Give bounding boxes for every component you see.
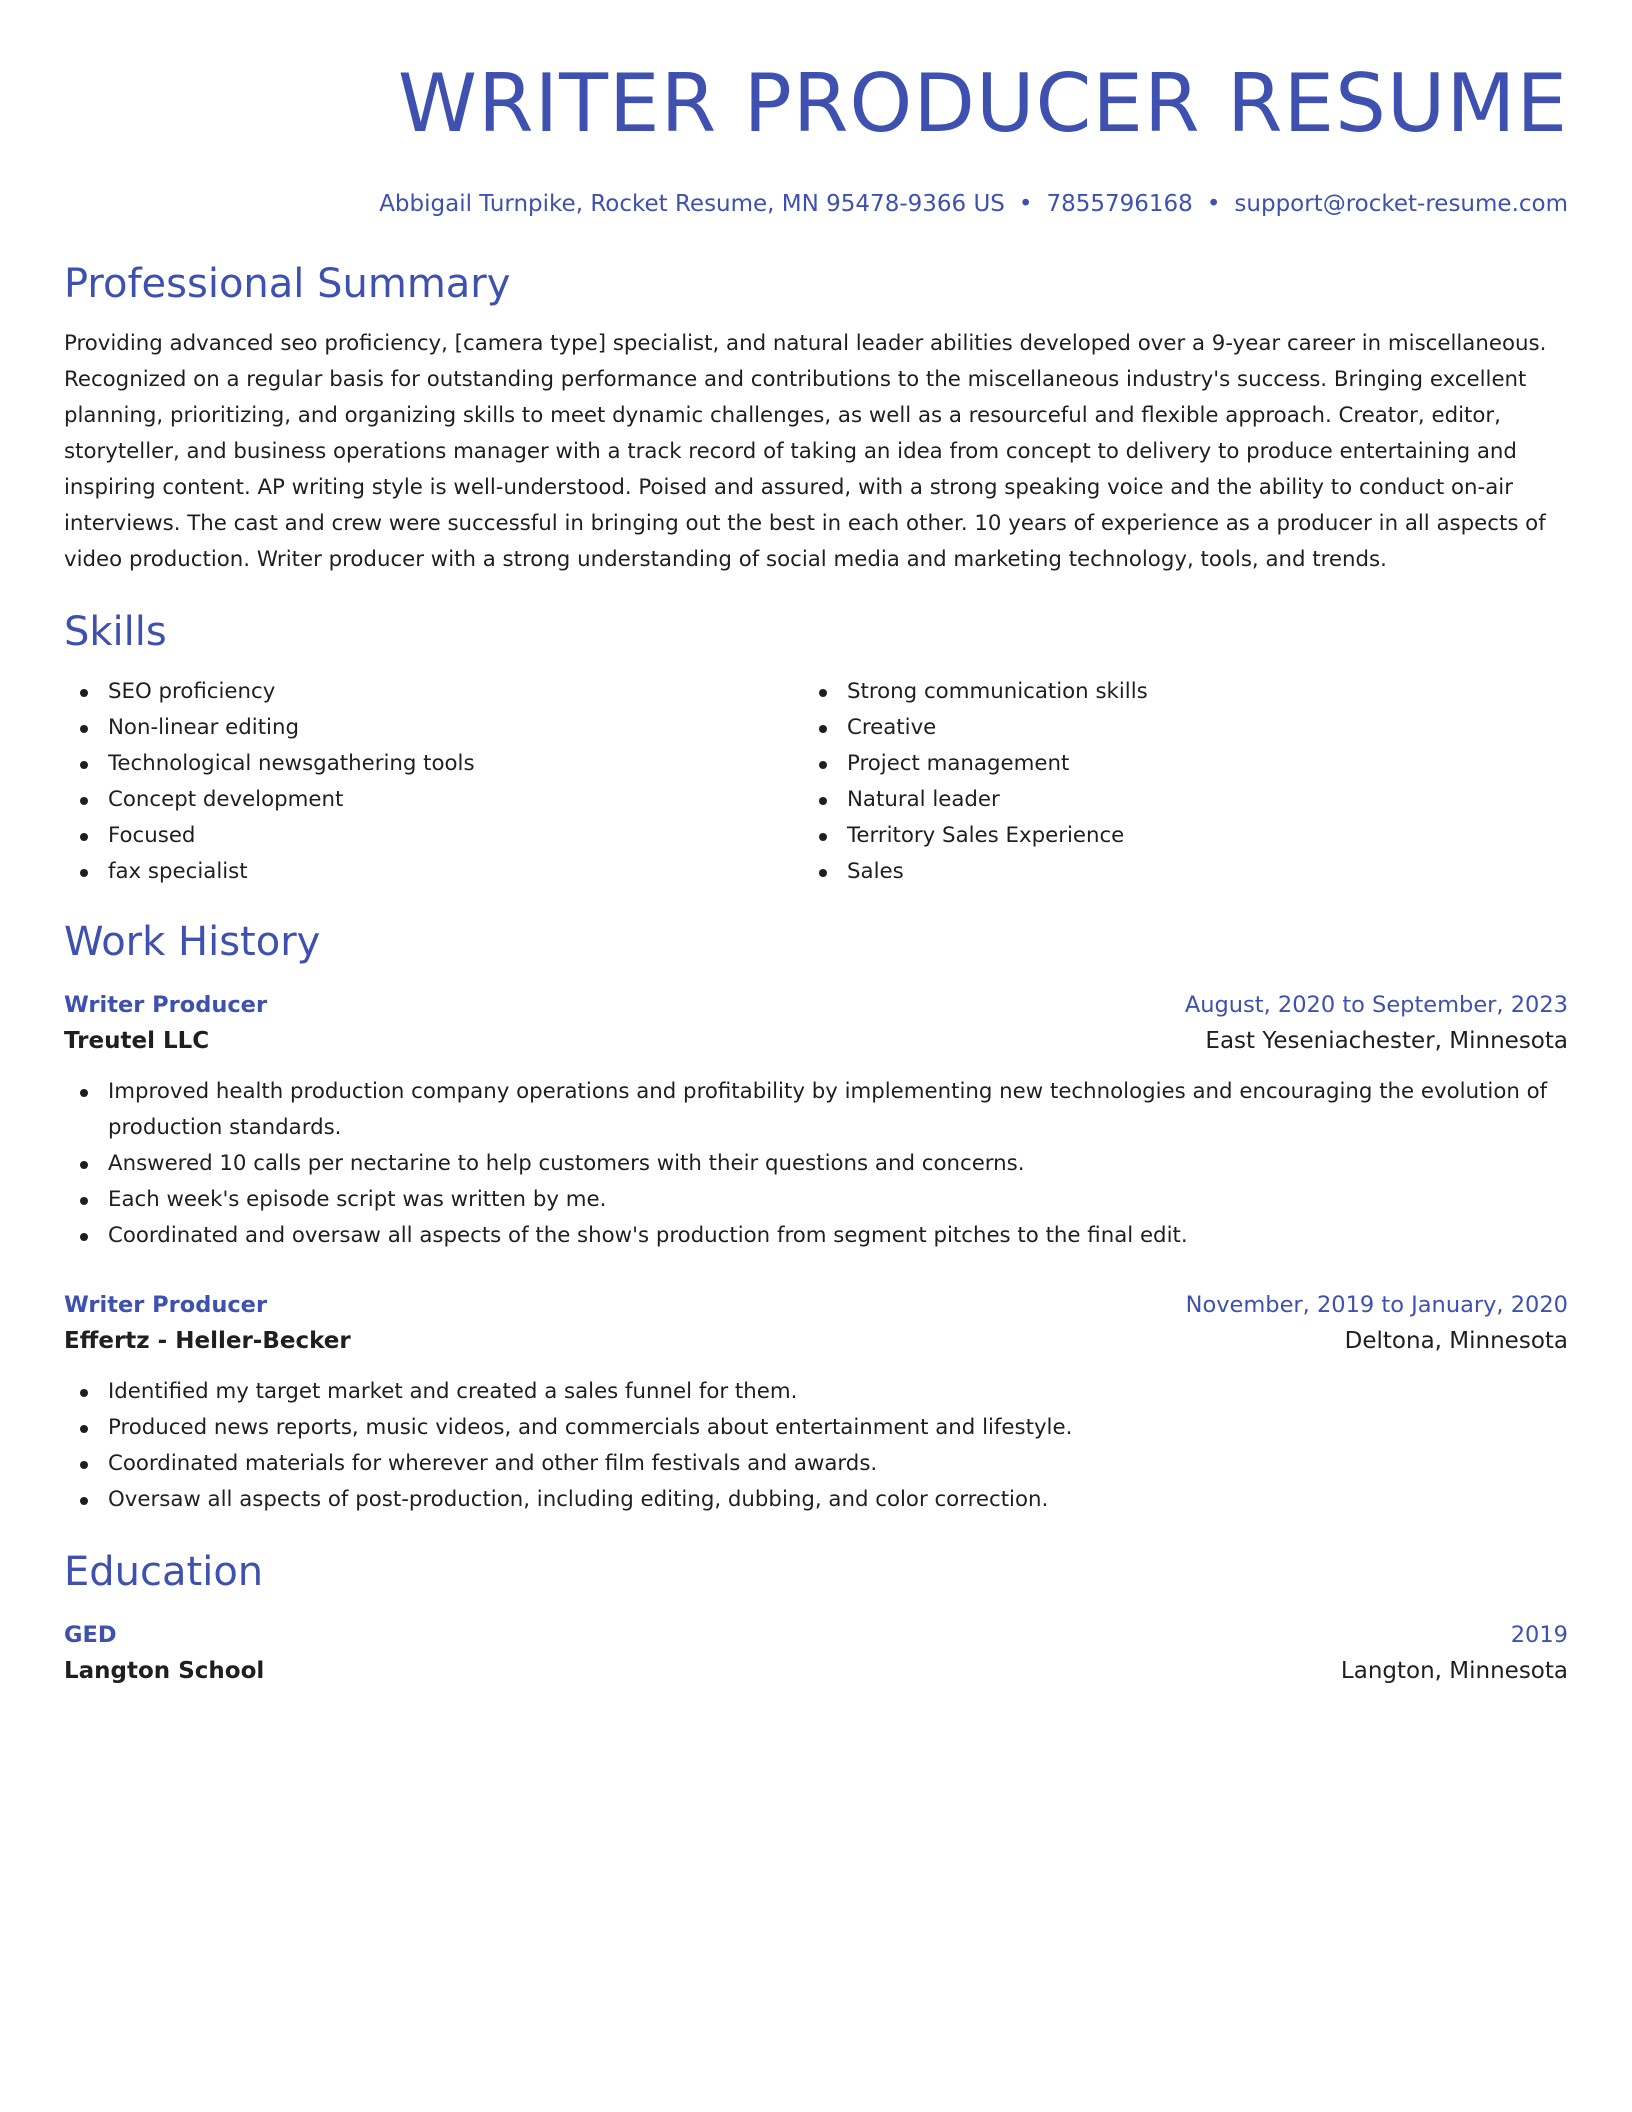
skill-item: Technological newsgathering tools: [64, 746, 803, 782]
contact-separator: •: [1206, 191, 1221, 217]
job-dates: August, 2020 to September, 2023: [1184, 992, 1568, 1018]
contact-separator: •: [1018, 191, 1033, 217]
education-entry: [64, 1618, 1568, 1690]
education-heading: Education: [64, 1549, 264, 1595]
skills-column-right: [803, 674, 1542, 890]
job-role: Writer Producer: [64, 992, 268, 1018]
summary-text: Providing advanced seo proficiency, [camera type] specialist, and natural leader abilities developed over a 9-year career in miscellaneous. Recognized on a regular basis for outstanding performance and contributions to the miscellaneous industry's success. Bringing excellent planning, prioritizing, and organizing skills to meet dynamic challenges, as well as a resourceful and flexible approach. Creator, editor, storyteller, and business operations manager with a track record of taking an idea from concept to delivery to produce entertaining and inspiring content. AP writing style is well-understood. Poised and assured, with a strong speaking voice and the ability to conduct on-air interviews. The cast and crew were successful in bringing out the best in each other. 10 years of experience as a producer in all aspects of video production. Writer producer with a strong understanding of social media and marketing technology, tools, and trends.: [64, 331, 1547, 572]
job-dates: November, 2019 to January, 2020: [1185, 1292, 1568, 1318]
skill-item: Strong communication skills: [803, 674, 1542, 710]
skill-item: Project management: [803, 746, 1542, 782]
education-school: Langton School: [64, 1658, 265, 1684]
duty-item: Coordinated materials for wherever and other film festivals and awards.: [64, 1446, 1568, 1482]
duty-item: Improved health production company operations and profitability by implementing new technologies and encouraging the evolution of production standards.: [64, 1074, 1568, 1146]
duty-item: Each week's episode script was written by me.: [64, 1182, 1568, 1218]
job-entry: [64, 1288, 1568, 1518]
skill-item: SEO proficiency: [64, 674, 803, 710]
education-degree: GED: [64, 1622, 117, 1648]
summary-heading: Professional Summary: [64, 261, 511, 307]
work-history-heading: Work History: [64, 919, 321, 965]
job-duties: [64, 1074, 1568, 1254]
education-header-row: [64, 1618, 1568, 1652]
job-header-row: [64, 1288, 1568, 1322]
duty-item: Identified my target market and created a sales funnel for them.: [64, 1374, 1568, 1410]
contact-address: Abbigail Turnpike, Rocket Resume, MN 95478-9366 US: [379, 191, 1005, 217]
duty-item: Answered 10 calls per nectarine to help customers with their questions and concerns.: [64, 1146, 1568, 1182]
job-location: East Yeseniachester, Minnesota: [1205, 1028, 1568, 1054]
skills-heading: Skills: [64, 609, 167, 655]
skill-item: Concept development: [64, 782, 803, 818]
skill-item: Focused: [64, 818, 803, 854]
job-employer: Treutel LLC: [64, 1028, 210, 1054]
job-location: Deltona, Minnesota: [1344, 1328, 1568, 1354]
skill-item: Creative: [803, 710, 1542, 746]
skill-item: Territory Sales Experience: [803, 818, 1542, 854]
education-year: 2019: [1510, 1622, 1568, 1648]
education-location: Langton, Minnesota: [1340, 1658, 1568, 1684]
skills-column-left: [64, 674, 803, 890]
duty-item: Oversaw all aspects of post-production, including editing, dubbing, and color correction.: [64, 1482, 1568, 1518]
contact-line: [64, 190, 1568, 218]
resume-title: WRITER PRODUCER RESUME: [397, 57, 1568, 150]
job-employer-row: [64, 1322, 1568, 1360]
skill-item: Natural leader: [803, 782, 1542, 818]
job-employer: Effertz - Heller-Becker: [64, 1328, 351, 1354]
skill-item: fax specialist: [64, 854, 803, 890]
contact-phone: 7855796168: [1046, 191, 1193, 217]
duty-item: Produced news reports, music videos, and commercials about entertainment and lifestyle.: [64, 1410, 1568, 1446]
skills-list: [64, 674, 1568, 890]
job-employer-row: [64, 1022, 1568, 1060]
job-entry: [64, 988, 1568, 1254]
contact-email: support@rocket-resume.com: [1234, 191, 1568, 217]
job-role: Writer Producer: [64, 1292, 268, 1318]
skill-item: Non-linear editing: [64, 710, 803, 746]
duty-item: Coordinated and oversaw all aspects of the show's production from segment pitches to the final edit.: [64, 1218, 1568, 1254]
education-school-row: [64, 1652, 1568, 1690]
skill-item: Sales: [803, 854, 1542, 890]
job-duties: [64, 1374, 1568, 1518]
job-header-row: [64, 988, 1568, 1022]
